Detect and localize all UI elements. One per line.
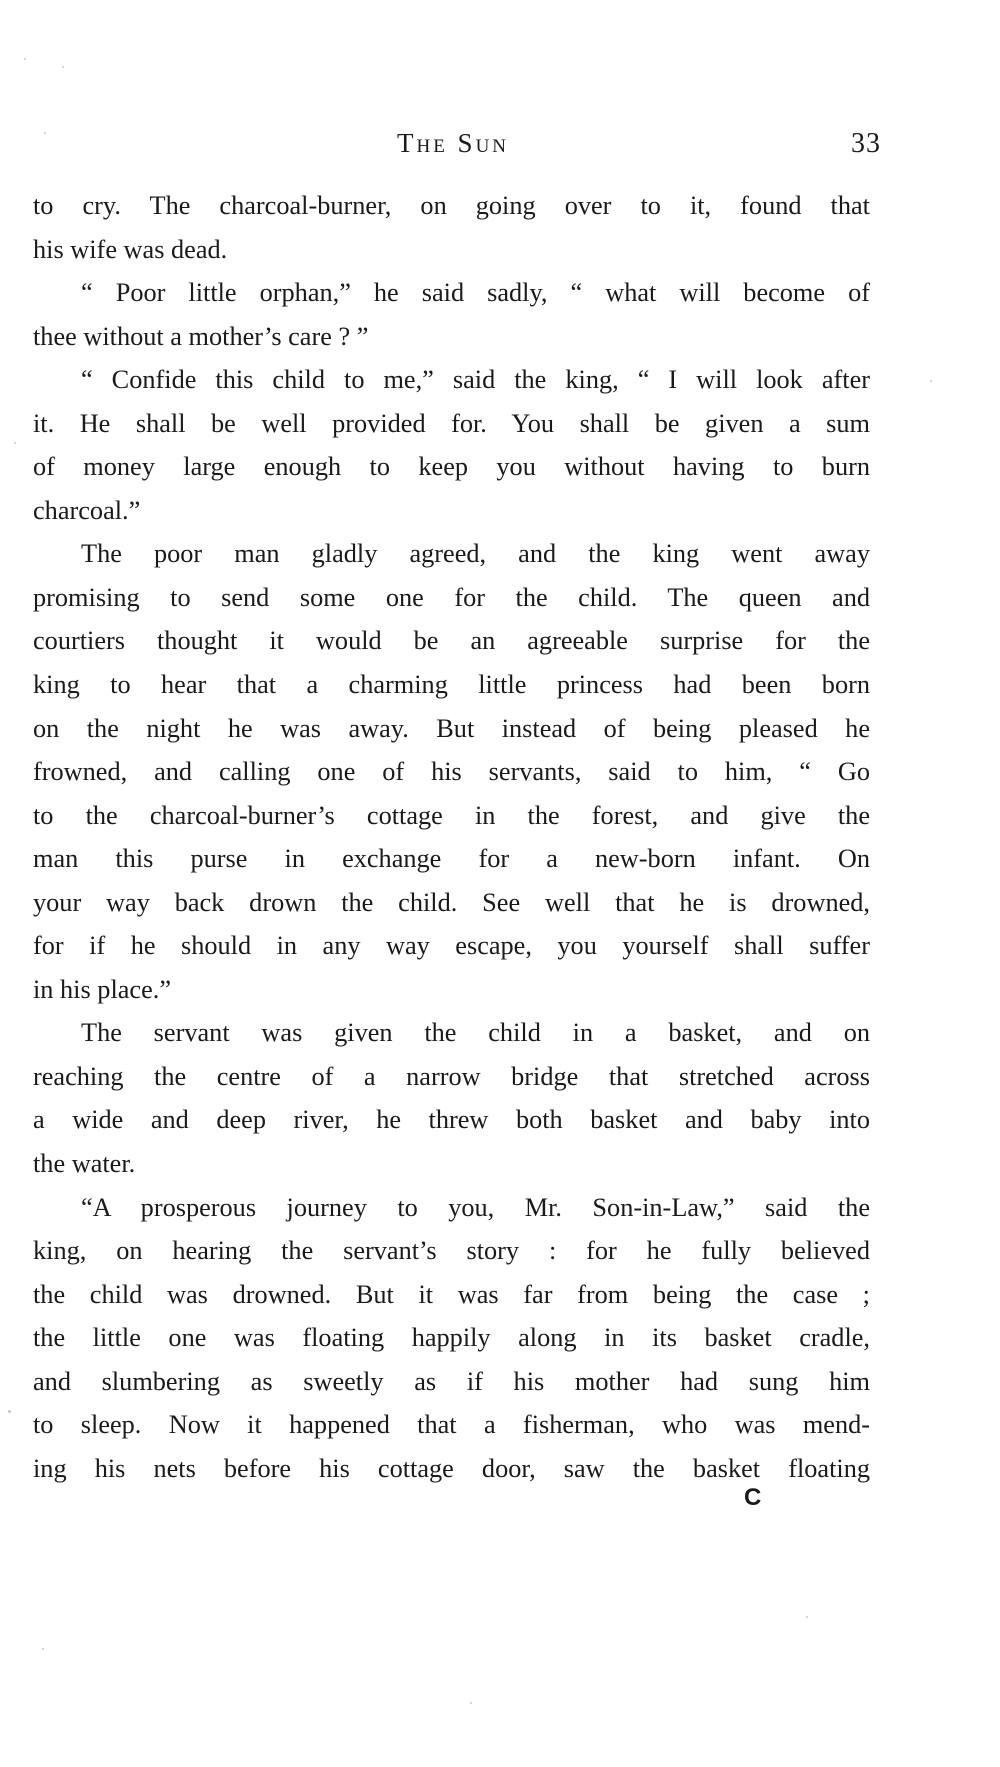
- paragraph: [33, 532, 870, 1011]
- text-line: reaching the centre of a narrow bridge that stretched across: [33, 1061, 870, 1091]
- text-line: “A prosperous journey to you, Mr. Son-in-Law,” said the: [81, 1192, 870, 1222]
- text-line: your way back drown the child. See well that he is drowned,: [33, 887, 870, 917]
- text-line: and slumbering as sweetly as if his mother had sung him: [33, 1366, 870, 1396]
- text-line: in his place.”: [33, 974, 172, 1004]
- paragraph: [33, 358, 870, 532]
- scan-speck: [930, 380, 932, 382]
- text-line: The servant was given the child in a basket, and on: [81, 1018, 870, 1048]
- text-line: man this purse in exchange for a new-born infant. On: [33, 844, 870, 874]
- scan-speck: [806, 1616, 808, 1618]
- text-line: of money large enough to keep you without having to burn: [33, 452, 870, 482]
- text-line: charcoal.”: [33, 495, 141, 525]
- page-number: 33: [851, 128, 881, 159]
- text-line: to the charcoal-burner’s cottage in the forest, and give the: [33, 800, 870, 830]
- text-line: courtiers thought it would be an agreeable surprise for the: [33, 626, 870, 656]
- body-text: [33, 184, 870, 1490]
- text-line: it. He shall be well provided for. You shall be given a sum: [33, 408, 870, 438]
- paragraph: [33, 1186, 870, 1491]
- scan-speck: [44, 132, 46, 134]
- text-line: the child was drowned. But it was far from being the case ;: [33, 1279, 870, 1309]
- scan-speck: [42, 1648, 44, 1650]
- text-line: ing his nets before his cottage door, saw the basket floating: [33, 1453, 870, 1483]
- scan-speck: [24, 58, 26, 60]
- scan-speck: [470, 1702, 472, 1704]
- text-line: to sleep. Now it happened that a fisherman, who was mend-: [33, 1410, 870, 1440]
- text-line: king, on hearing the servant’s story : for he fully believed: [33, 1236, 870, 1266]
- scan-speck: [14, 442, 16, 444]
- text-line: for if he should in any way escape, you yourself shall suffer: [33, 931, 870, 961]
- text-line: the little one was floating happily along in its basket cradle,: [33, 1323, 870, 1353]
- paragraph: [33, 1011, 870, 1185]
- text-line: a wide and deep river, he threw both basket and baby into: [33, 1105, 870, 1135]
- text-line: thee without a mother’s care ? ”: [33, 321, 369, 351]
- text-line: “ Poor little orphan,” he said sadly, “ what will become of: [81, 278, 870, 308]
- text-line: “ Confide this child to me,” said the king, “ I will look after: [81, 365, 870, 395]
- text-line: his wife was dead.: [33, 234, 228, 264]
- text-line: frowned, and calling one of his servants, said to him, “ Go: [33, 757, 870, 787]
- text-line: to cry. The charcoal-burner, on going over to it, found that: [33, 191, 870, 220]
- signature-mark: C: [744, 1484, 762, 1511]
- page-header: [33, 128, 881, 168]
- text-line: promising to send some one for the child. The queen and: [33, 582, 870, 612]
- scan-speck: [8, 1410, 11, 1413]
- text-line: king to hear that a charming little princess had been born: [33, 670, 870, 700]
- text-line: The poor man gladly agreed, and the king went away: [81, 539, 870, 569]
- scan-speck: [62, 66, 64, 68]
- paragraph: [33, 271, 870, 358]
- text-line: on the night he was away. But instead of being pleased he: [33, 713, 870, 743]
- running-title: The Sun: [396, 128, 510, 158]
- paragraph: [33, 184, 870, 271]
- text-line: the water.: [33, 1149, 136, 1179]
